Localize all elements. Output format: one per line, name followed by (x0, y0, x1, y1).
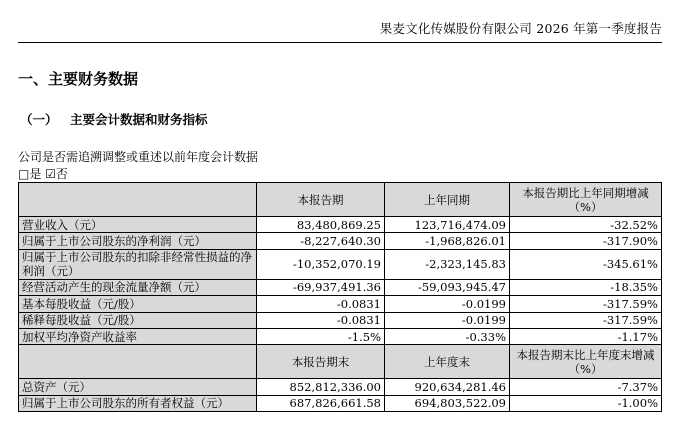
report-header-title: 果麦文化传媒股份有限公司 2026 年第一季度报告 (379, 21, 662, 36)
row-label: 加权平均净资产收益率 (19, 328, 257, 344)
prior-value: 123,716,474.09 (385, 217, 510, 233)
prior-value: 694,803,522.09 (385, 395, 510, 411)
table-row (19, 233, 662, 249)
row-label: 基本每股收益（元/股） (19, 296, 257, 312)
change-value: -18.35% (510, 279, 662, 295)
change-value: -345.61% (510, 249, 662, 279)
prior-value: -1,968,826.01 (385, 233, 510, 249)
table-row (19, 296, 662, 312)
restatement-answer: □是 ☑否 (18, 167, 68, 181)
current-value: -0.0831 (257, 296, 385, 312)
change-value: -317.90% (510, 233, 662, 249)
change-value: -1.00% (510, 395, 662, 411)
current-value: -10,352,070.19 (257, 249, 385, 279)
table-row (19, 395, 662, 411)
header-current-period: 本报告期 (257, 183, 385, 217)
current-value: 687,826,661.58 (257, 395, 385, 411)
header-blank-cell (19, 345, 257, 379)
current-value: 852,812,336.00 (257, 379, 385, 395)
subsection-number: （一） (20, 112, 58, 127)
prior-value: -0.0199 (385, 296, 510, 312)
row-label: 总资产（元） (19, 379, 257, 395)
current-value: -1.5% (257, 328, 385, 344)
header-change: 本报告期比上年同期增减（%） (510, 183, 662, 217)
current-value: -0.0831 (257, 312, 385, 328)
table-row (19, 328, 662, 344)
current-value: -8,227,640.30 (257, 233, 385, 249)
table-header-row (19, 183, 662, 217)
header-current-period-end: 本报告期末 (257, 345, 385, 379)
table-header-row-period-end (19, 345, 662, 379)
prior-value: -59,093,945.47 (385, 279, 510, 295)
header-prior-year-end: 上年度末 (385, 345, 510, 379)
table-row (19, 312, 662, 328)
change-value: -7.37% (510, 379, 662, 395)
header-prior-period: 上年同期 (385, 183, 510, 217)
prior-value: -2,323,145.83 (385, 249, 510, 279)
header-blank-cell (19, 183, 257, 217)
change-value: -32.52% (510, 217, 662, 233)
table-row (19, 249, 662, 279)
prior-value: 920,634,281.46 (385, 379, 510, 395)
restatement-question: 公司是否需追溯调整或重述以前年度会计数据 (18, 150, 259, 164)
financial-data-table (18, 182, 662, 412)
row-label: 经营活动产生的现金流量净额（元） (19, 279, 257, 295)
prior-value: -0.0199 (385, 312, 510, 328)
section-title: 一、主要财务数据 (18, 70, 139, 88)
change-value: -317.59% (510, 312, 662, 328)
table-row (19, 279, 662, 295)
row-label: 归属于上市公司股东的净利润（元） (19, 233, 257, 249)
header-change-period-end: 本报告期末比上年度末增减（%） (510, 345, 662, 379)
current-value: -69,937,491.36 (257, 279, 385, 295)
row-label: 归属于上市公司股东的所有者权益（元） (19, 395, 257, 411)
prior-value: -0.33% (385, 328, 510, 344)
row-label: 稀释每股收益（元/股） (19, 312, 257, 328)
subsection-text: 主要会计数据和财务指标 (70, 112, 208, 127)
row-label: 营业收入（元） (19, 217, 257, 233)
change-value: -317.59% (510, 296, 662, 312)
row-label: 归属于上市公司股东的扣除非经常性损益的净利润（元） (19, 249, 257, 279)
table-row (19, 379, 662, 395)
current-value: 83,480,869.25 (257, 217, 385, 233)
table-row (19, 217, 662, 233)
subsection-title (20, 110, 208, 128)
change-value: -1.17% (510, 328, 662, 344)
header-divider (18, 42, 662, 43)
